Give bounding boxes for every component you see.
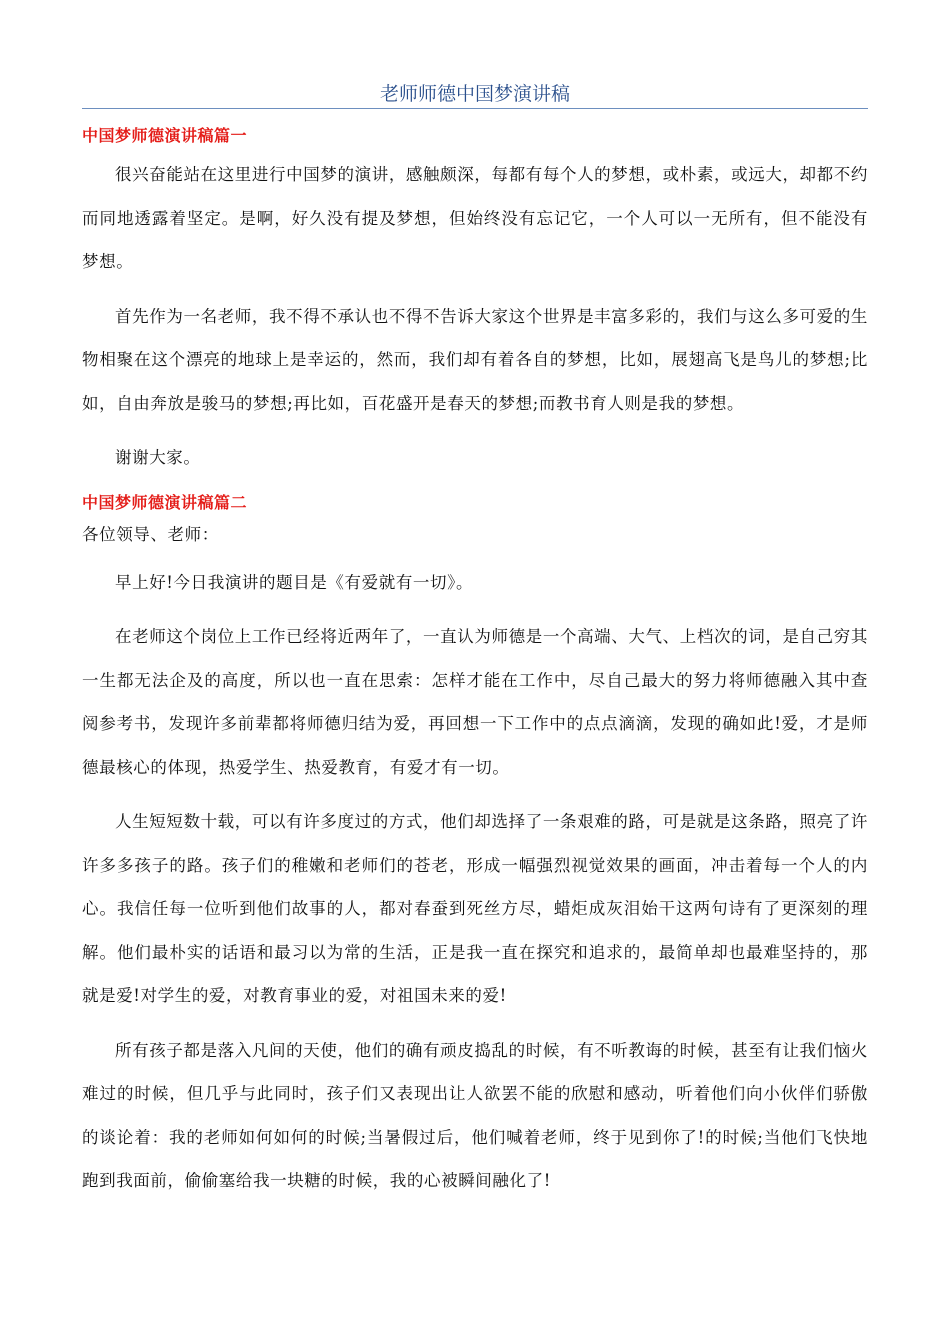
document-body	[82, 124, 868, 1214]
paragraph: 早上好!今日我演讲的题目是《有爱就有一切》。	[115, 572, 474, 592]
paragraph: 在老师这个岗位上工作已经将近两年了，一直认为师德是一个高端、大气、上档次的词，是自己穷其一生都无法企及的高度，所以也一直在思索：怎样才能在工作中，尽自己最大的努力将师德融入其中查阅参考书，发现许多前辈都将师德归结为爱，再回想一下工作中的点点滴滴，发现的确如此!爱，才是师德最核心的体现，热爱学生、热爱教育，有爱才有一切。	[82, 627, 868, 777]
paragraph: 谢谢大家。	[115, 448, 201, 467]
section-1	[82, 124, 868, 480]
paragraph: 所有孩子都是落入凡间的天使，他们的确有顽皮捣乱的时候，有不听教诲的时候，甚至有让我们恼火难过的时候，但几乎与此同时，孩子们又表现出让人欲罢不能的欣慰和感动，听着他们向小伙伴们骄傲的谈论着：我的老师如何如何的时候;当暑假过后，他们喊着老师，终于见到你了!的时候;当他们飞快地跑到我面前，偷偷塞给我一块糖的时候，我的心被瞬间融化了!	[82, 1040, 868, 1190]
header-divider	[82, 108, 868, 109]
paragraph: 首先作为一名老师，我不得不承认也不得不告诉大家这个世界是丰富多彩的，我们与这么多可爱的生物相聚在这个漂亮的地球上是幸运的，然而，我们却有着各自的梦想，比如，展翅高飞是鸟儿的梦想;比如，自由奔放是骏马的梦想;再比如，百花盛开是春天的梦想;而教书育人则是我的梦想。	[82, 306, 868, 413]
document-title: 老师师德中国梦演讲稿	[379, 83, 570, 105]
section-heading: 中国梦师德演讲稿篇二	[82, 492, 248, 512]
paragraph: 人生短短数十载，可以有许多度过的方式，他们却选择了一条艰难的路，可是就是这条路，照亮了许许多多孩子的路。孩子们的稚嫩和老师们的苍老，形成一幅强烈视觉效果的画面，冲击着每一个人的内心。我信任每一位听到他们故事的人，都对春蚕到死丝方尽，蜡炬成灰泪始干这两句诗有了更深刻的理解。他们最朴实的话语和最习以为常的生活，正是我一直在探究和追求的，最简单却也最难坚持的，那就是爱!对学生的爱，对教育事业的爱，对祖国未来的爱!	[82, 812, 868, 1005]
section-heading: 中国梦师德演讲稿篇一	[82, 126, 248, 145]
paragraph: 很兴奋能站在这里进行中国梦的演讲，感触颇深，每都有每个人的梦想，或朴素，或远大，却都不约而同地透露着坚定。是啊，好久没有提及梦想，但始终没有忘记它，一个人可以一无所有，但不能没有梦想。	[82, 165, 868, 271]
section-2	[82, 491, 868, 1203]
salutation: 各位领导、老师：	[82, 524, 219, 544]
